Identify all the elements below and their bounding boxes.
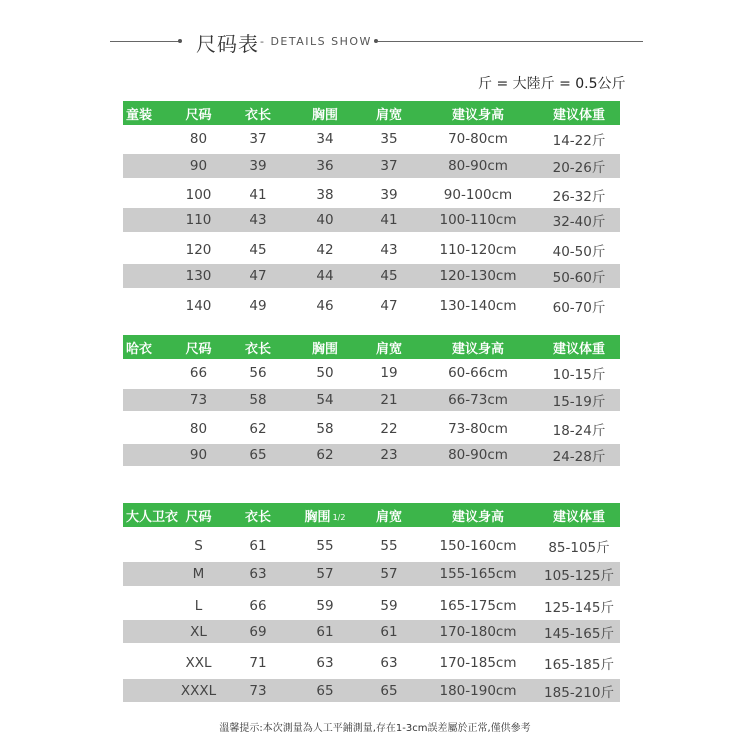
header-label: 建议身高 bbox=[451, 509, 504, 525]
table-row bbox=[123, 181, 620, 208]
table-cell: 62 bbox=[249, 421, 267, 437]
table-row bbox=[123, 359, 620, 387]
header-cell bbox=[290, 335, 360, 359]
table-row bbox=[123, 389, 620, 411]
header-cell bbox=[171, 101, 226, 125]
table-cell: 49 bbox=[249, 298, 267, 314]
header-cell bbox=[290, 503, 360, 527]
table-cell: 63 bbox=[249, 566, 267, 582]
header-cell bbox=[123, 503, 179, 527]
header-label: 尺码 bbox=[185, 509, 212, 525]
table-cell: 185-210斤 bbox=[544, 684, 614, 701]
table-cell: 130-140cm bbox=[439, 298, 517, 314]
header-cell bbox=[226, 335, 290, 359]
header-cell bbox=[360, 101, 418, 125]
table-cell: 50 bbox=[316, 365, 334, 381]
table-cell: 65 bbox=[380, 682, 398, 699]
table-cell: 45 bbox=[249, 242, 267, 258]
table-cell: 55 bbox=[380, 538, 398, 554]
table-cell: M bbox=[192, 566, 205, 582]
header-label: 胸围 bbox=[311, 341, 338, 357]
table-cell: 100 bbox=[185, 186, 212, 203]
table-row bbox=[123, 620, 620, 643]
header-label: 胸围 bbox=[304, 509, 331, 525]
table-cell bbox=[123, 415, 174, 443]
table-cell: 58 bbox=[249, 392, 267, 408]
header-line-right bbox=[378, 41, 643, 42]
table-cell: 85-105斤 bbox=[548, 540, 610, 556]
header-line-left bbox=[110, 41, 180, 42]
table-cell: 66 bbox=[249, 597, 267, 614]
header-label: 建议体重 bbox=[552, 509, 605, 525]
table-cell: 155-165cm bbox=[439, 566, 517, 582]
table-cell: 19 bbox=[380, 365, 398, 381]
unit-note: 斤 = 大陸斤 = 0.5公斤 bbox=[478, 76, 626, 92]
header-cell bbox=[360, 335, 418, 359]
table-cell: 130 bbox=[185, 268, 212, 284]
header-label: 肩宽 bbox=[375, 107, 402, 123]
table-cell bbox=[123, 126, 174, 152]
table-cell: 80 bbox=[189, 131, 208, 147]
table-cell bbox=[123, 530, 174, 562]
header-label: 胸围 bbox=[311, 107, 338, 123]
table-cell bbox=[123, 444, 174, 466]
table-cell: 54 bbox=[316, 392, 334, 408]
header-label: 建议身高 bbox=[451, 107, 504, 123]
table-cell: XXL bbox=[185, 655, 212, 671]
table-header-row bbox=[123, 335, 620, 359]
table-cell bbox=[123, 154, 174, 178]
table-row bbox=[123, 647, 620, 679]
table-cell: 26-32斤 bbox=[552, 188, 606, 205]
table-cell: 71 bbox=[249, 655, 267, 671]
header-cell bbox=[123, 101, 174, 125]
table-cell: 90 bbox=[189, 158, 208, 174]
table-cell: 39 bbox=[249, 158, 267, 174]
footer-note: 溫馨提示:本次測量為人工平鋪測量,存在1-3cm誤差屬於正常,僅供參考 bbox=[219, 723, 531, 734]
header-cell bbox=[418, 101, 538, 125]
table-cell: 57 bbox=[316, 566, 334, 582]
table-cell: 57 bbox=[380, 566, 398, 582]
table-cell: 165-185斤 bbox=[544, 657, 614, 673]
table-row bbox=[123, 562, 620, 586]
table-cell bbox=[123, 264, 174, 288]
table-cell bbox=[123, 292, 174, 320]
table-cell: 44 bbox=[316, 268, 334, 284]
header-label: 衣长 bbox=[244, 509, 271, 525]
table-row bbox=[123, 530, 620, 562]
table-cell: 42 bbox=[316, 242, 334, 258]
table-cell: 56 bbox=[249, 365, 267, 381]
table-cell: 24-28斤 bbox=[552, 449, 606, 465]
table-cell: 61 bbox=[249, 538, 267, 554]
table-cell: 32-40斤 bbox=[552, 214, 606, 230]
table-cell bbox=[123, 620, 174, 643]
table-cell: 14-22斤 bbox=[552, 133, 606, 149]
page-title: 尺码表 bbox=[196, 32, 259, 56]
table-cell bbox=[123, 181, 174, 208]
table-cell: 38 bbox=[316, 186, 334, 203]
table-cell: 20-26斤 bbox=[552, 160, 606, 176]
table-cell bbox=[123, 208, 174, 232]
table-cell: 90 bbox=[189, 447, 208, 463]
table-cell: 37 bbox=[249, 131, 267, 147]
table-cell: 73-80cm bbox=[448, 421, 508, 437]
table-cell: 65 bbox=[249, 447, 267, 463]
table-cell: 43 bbox=[249, 212, 267, 228]
header-cell bbox=[290, 101, 360, 125]
table-cell bbox=[123, 679, 174, 702]
table-row bbox=[123, 236, 620, 264]
table-cell: 40 bbox=[316, 212, 334, 228]
table-cell: 50-60斤 bbox=[552, 270, 606, 286]
header-cell bbox=[226, 503, 290, 527]
header-label: 尺码 bbox=[185, 107, 212, 123]
table-cell: 63 bbox=[316, 655, 334, 671]
table-cell: 120-130cm bbox=[439, 268, 517, 284]
table-cell: 65 bbox=[316, 682, 334, 699]
table-cell: 150-160cm bbox=[439, 538, 517, 554]
table-cell: 105-125斤 bbox=[544, 568, 614, 584]
header-label: 建议体重 bbox=[552, 107, 605, 123]
table-row bbox=[123, 444, 620, 466]
table-row bbox=[123, 154, 620, 178]
header-label: 衣长 bbox=[244, 107, 271, 123]
table-cell: 170-180cm bbox=[439, 623, 517, 640]
header-label: 建议体重 bbox=[552, 341, 605, 357]
table-cell: 66-73cm bbox=[448, 392, 508, 408]
table-cell: 15-19斤 bbox=[552, 394, 606, 410]
header-cell bbox=[171, 335, 226, 359]
table-cell: 45 bbox=[380, 268, 398, 284]
table-cell: 40-50斤 bbox=[552, 244, 606, 260]
table-cell: 90-100cm bbox=[443, 186, 513, 203]
header-label: 衣长 bbox=[244, 341, 271, 357]
table-row bbox=[123, 264, 620, 288]
table-row bbox=[123, 591, 620, 620]
half-chest-note: 1/2 bbox=[332, 512, 346, 522]
header-cell bbox=[226, 101, 290, 125]
header-dot-left bbox=[178, 39, 182, 43]
table-cell: 80-90cm bbox=[448, 158, 508, 174]
table-cell: 61 bbox=[316, 623, 334, 640]
table-cell: 110 bbox=[185, 212, 212, 228]
header-cell bbox=[418, 503, 538, 527]
table-cell: 125-145斤 bbox=[544, 599, 614, 616]
table-cell bbox=[123, 562, 174, 586]
table-cell: 21 bbox=[380, 392, 398, 408]
table-cell: 60-70斤 bbox=[552, 300, 606, 316]
table-cell: 59 bbox=[316, 597, 334, 614]
table-cell bbox=[123, 359, 174, 387]
table-cell: 62 bbox=[316, 447, 334, 463]
header-label: 尺码 bbox=[185, 341, 212, 357]
header-label: 肩宽 bbox=[375, 341, 402, 357]
table-cell: 47 bbox=[380, 298, 398, 314]
header-label: 肩宽 bbox=[375, 509, 402, 525]
table-cell: 22 bbox=[380, 421, 398, 437]
table-row bbox=[123, 292, 620, 320]
table-cell: 70-80cm bbox=[448, 131, 508, 147]
table-cell: S bbox=[194, 538, 203, 554]
table-cell: 145-165斤 bbox=[544, 625, 614, 642]
table-header-row bbox=[123, 503, 620, 527]
table-cell: 37 bbox=[380, 158, 398, 174]
header-label: 哈衣 bbox=[126, 341, 153, 357]
table-cell: 47 bbox=[249, 268, 267, 284]
header-cell bbox=[171, 503, 226, 527]
table-cell: 73 bbox=[249, 682, 267, 699]
table-cell: 80 bbox=[189, 421, 208, 437]
header-cell bbox=[538, 335, 620, 359]
header-label: 童装 bbox=[126, 107, 153, 123]
page-subtitle: - DETAILS SHOW bbox=[260, 35, 372, 48]
table-row bbox=[123, 126, 620, 152]
header-label: 大人卫衣 bbox=[126, 509, 179, 525]
table-cell: XL bbox=[190, 623, 207, 640]
table-cell: L bbox=[194, 597, 203, 614]
table-cell: 170-185cm bbox=[439, 655, 517, 671]
table-cell: 60-66cm bbox=[448, 365, 508, 381]
table-cell: 61 bbox=[380, 623, 398, 640]
table-header-row bbox=[123, 101, 620, 125]
table-cell: 39 bbox=[380, 186, 398, 203]
table-cell: 34 bbox=[316, 131, 334, 147]
table-cell: 120 bbox=[185, 242, 212, 258]
table-cell bbox=[123, 647, 174, 679]
table-cell bbox=[123, 236, 174, 264]
table-cell: 41 bbox=[380, 212, 398, 228]
table-cell: 66 bbox=[189, 365, 208, 381]
header-cell bbox=[360, 503, 418, 527]
table-cell: 140 bbox=[185, 298, 212, 314]
header-cell bbox=[538, 503, 620, 527]
table-cell: XXXL bbox=[180, 682, 217, 699]
table-cell: 180-190cm bbox=[439, 682, 517, 699]
table-cell: 18-24斤 bbox=[552, 423, 606, 439]
table-cell: 23 bbox=[380, 447, 398, 463]
table-cell: 10-15斤 bbox=[552, 367, 606, 383]
table-cell: 165-175cm bbox=[439, 597, 517, 614]
table-cell: 58 bbox=[316, 421, 334, 437]
table-cell: 80-90cm bbox=[448, 447, 508, 463]
header-label: 建议身高 bbox=[451, 341, 504, 357]
table-cell: 100-110cm bbox=[439, 212, 517, 228]
table-row bbox=[123, 679, 620, 702]
table-cell: 35 bbox=[380, 131, 398, 147]
header-cell bbox=[123, 335, 174, 359]
table-cell: 110-120cm bbox=[439, 242, 517, 258]
table-row bbox=[123, 415, 620, 443]
table-row bbox=[123, 208, 620, 232]
table-cell: 59 bbox=[380, 597, 398, 614]
table-cell: 63 bbox=[380, 655, 398, 671]
header-cell bbox=[538, 101, 620, 125]
table-cell bbox=[123, 389, 174, 411]
table-cell: 43 bbox=[380, 242, 398, 258]
header-cell bbox=[418, 335, 538, 359]
table-cell: 36 bbox=[316, 158, 334, 174]
table-cell: 73 bbox=[189, 392, 208, 408]
table-cell: 55 bbox=[316, 538, 334, 554]
table-cell: 69 bbox=[249, 623, 267, 640]
table-cell: 41 bbox=[249, 186, 267, 203]
table-cell bbox=[123, 591, 174, 620]
table-cell: 46 bbox=[316, 298, 334, 314]
